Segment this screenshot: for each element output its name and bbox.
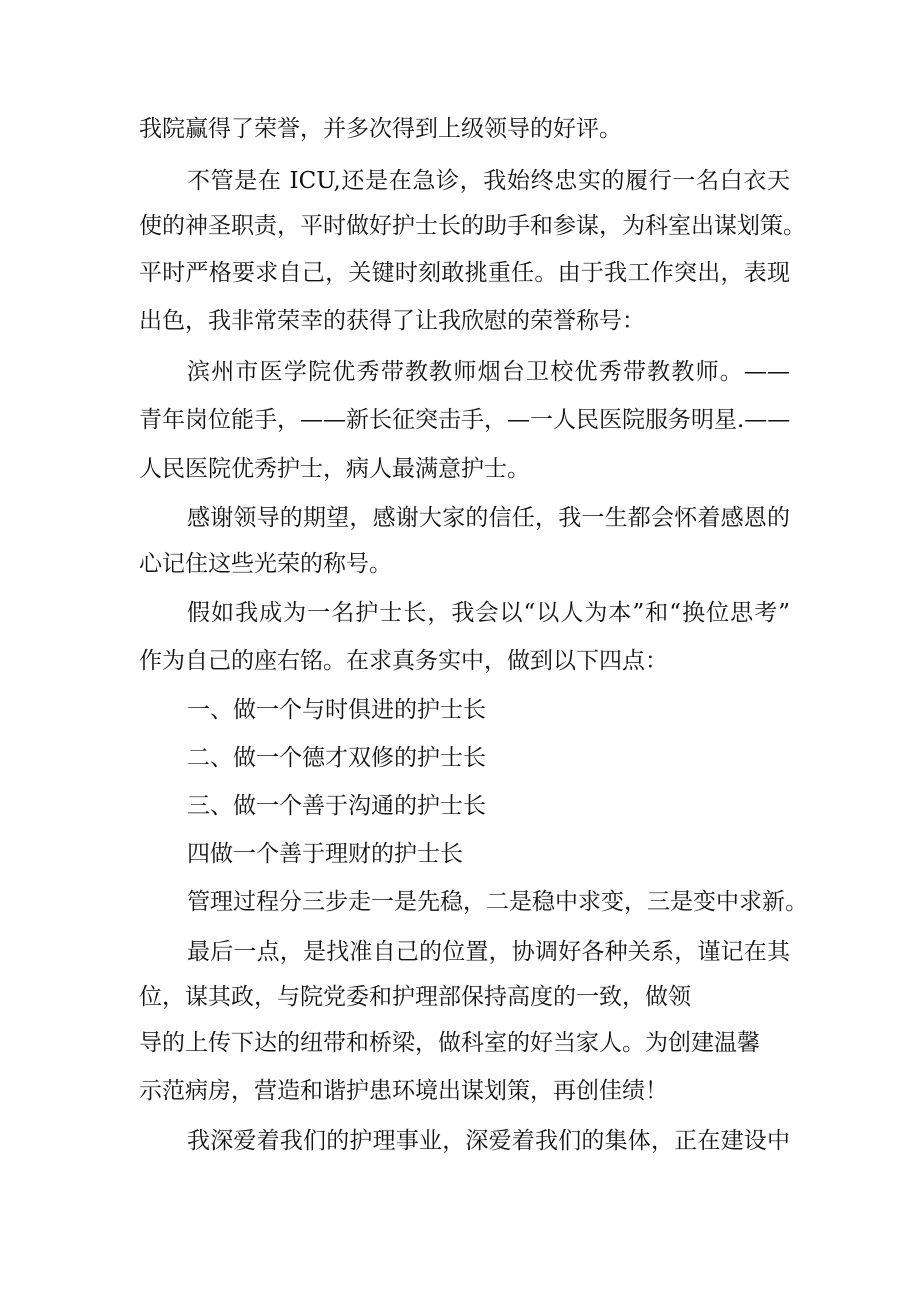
text-line: 使的神圣职责，平时做好护士长的助手和参谋，为科室出谋划策。 <box>139 213 806 239</box>
text-line: 示范病房，营造和谐护患环境出谋划策，再创佳绩！ <box>139 1078 668 1104</box>
text-line: 作为自己的座右铭。在求真务实中，做到以下四点： <box>139 648 668 674</box>
text-line: 最后一点，是找准自己的位置，协调好各种关系，谨记在其 <box>187 939 790 965</box>
text-line: 心记住这些光荣的称号。 <box>139 551 392 577</box>
text-line: 滨州市医学院优秀带教教师烟台卫校优秀带教教师。—— <box>187 359 790 385</box>
text-line: 管理过程分三步走一是先稳，二是稳中求变，三是变中求新。 <box>187 889 808 915</box>
list-item: 四做一个善于理财的护士长 <box>187 841 463 867</box>
text-line: 假如我成为一名护士长，我会以“以人为本”和“换位思考” <box>187 600 790 626</box>
text-line: 平时严格要求自己，关键时刻敢挑重任。由于我工作突出，表现 <box>139 260 790 286</box>
list-item: 一、做一个与时俱进的护士长 <box>187 697 486 723</box>
list-item: 三、做一个善于沟通的护士长 <box>187 793 486 819</box>
list-item: 二、做一个德才双修的护士长 <box>187 745 486 771</box>
text-line: 我深爱着我们的护理事业，深爱着我们的集体，正在建设中 <box>187 1128 790 1154</box>
text-line: 青年岗位能手，——新长征突击手，—一人民医院服务明星.—— <box>139 407 791 433</box>
text-line: 不管是在 ICU,还是在急诊，我始终忠实的履行一名白衣天 <box>187 168 790 194</box>
text-line: 导的上传下达的纽带和桥梁，做科室的好当家人。为创建温馨 <box>139 1030 760 1056</box>
text-line: 我院赢得了荣誉，并多次得到上级领导的好评。 <box>139 116 622 142</box>
text-line: 人民医院优秀护士，病人最满意护士。 <box>139 456 530 482</box>
text-line: 出色，我非常荣幸的获得了让我欣慰的荣誉称号： <box>139 308 645 334</box>
text-line: 位，谋其政，与院党委和护理部保持高度的一致，做领 <box>139 984 691 1010</box>
text-line: 感谢领导的期望，感谢大家的信任，我一生都会怀着感恩的 <box>187 505 790 531</box>
